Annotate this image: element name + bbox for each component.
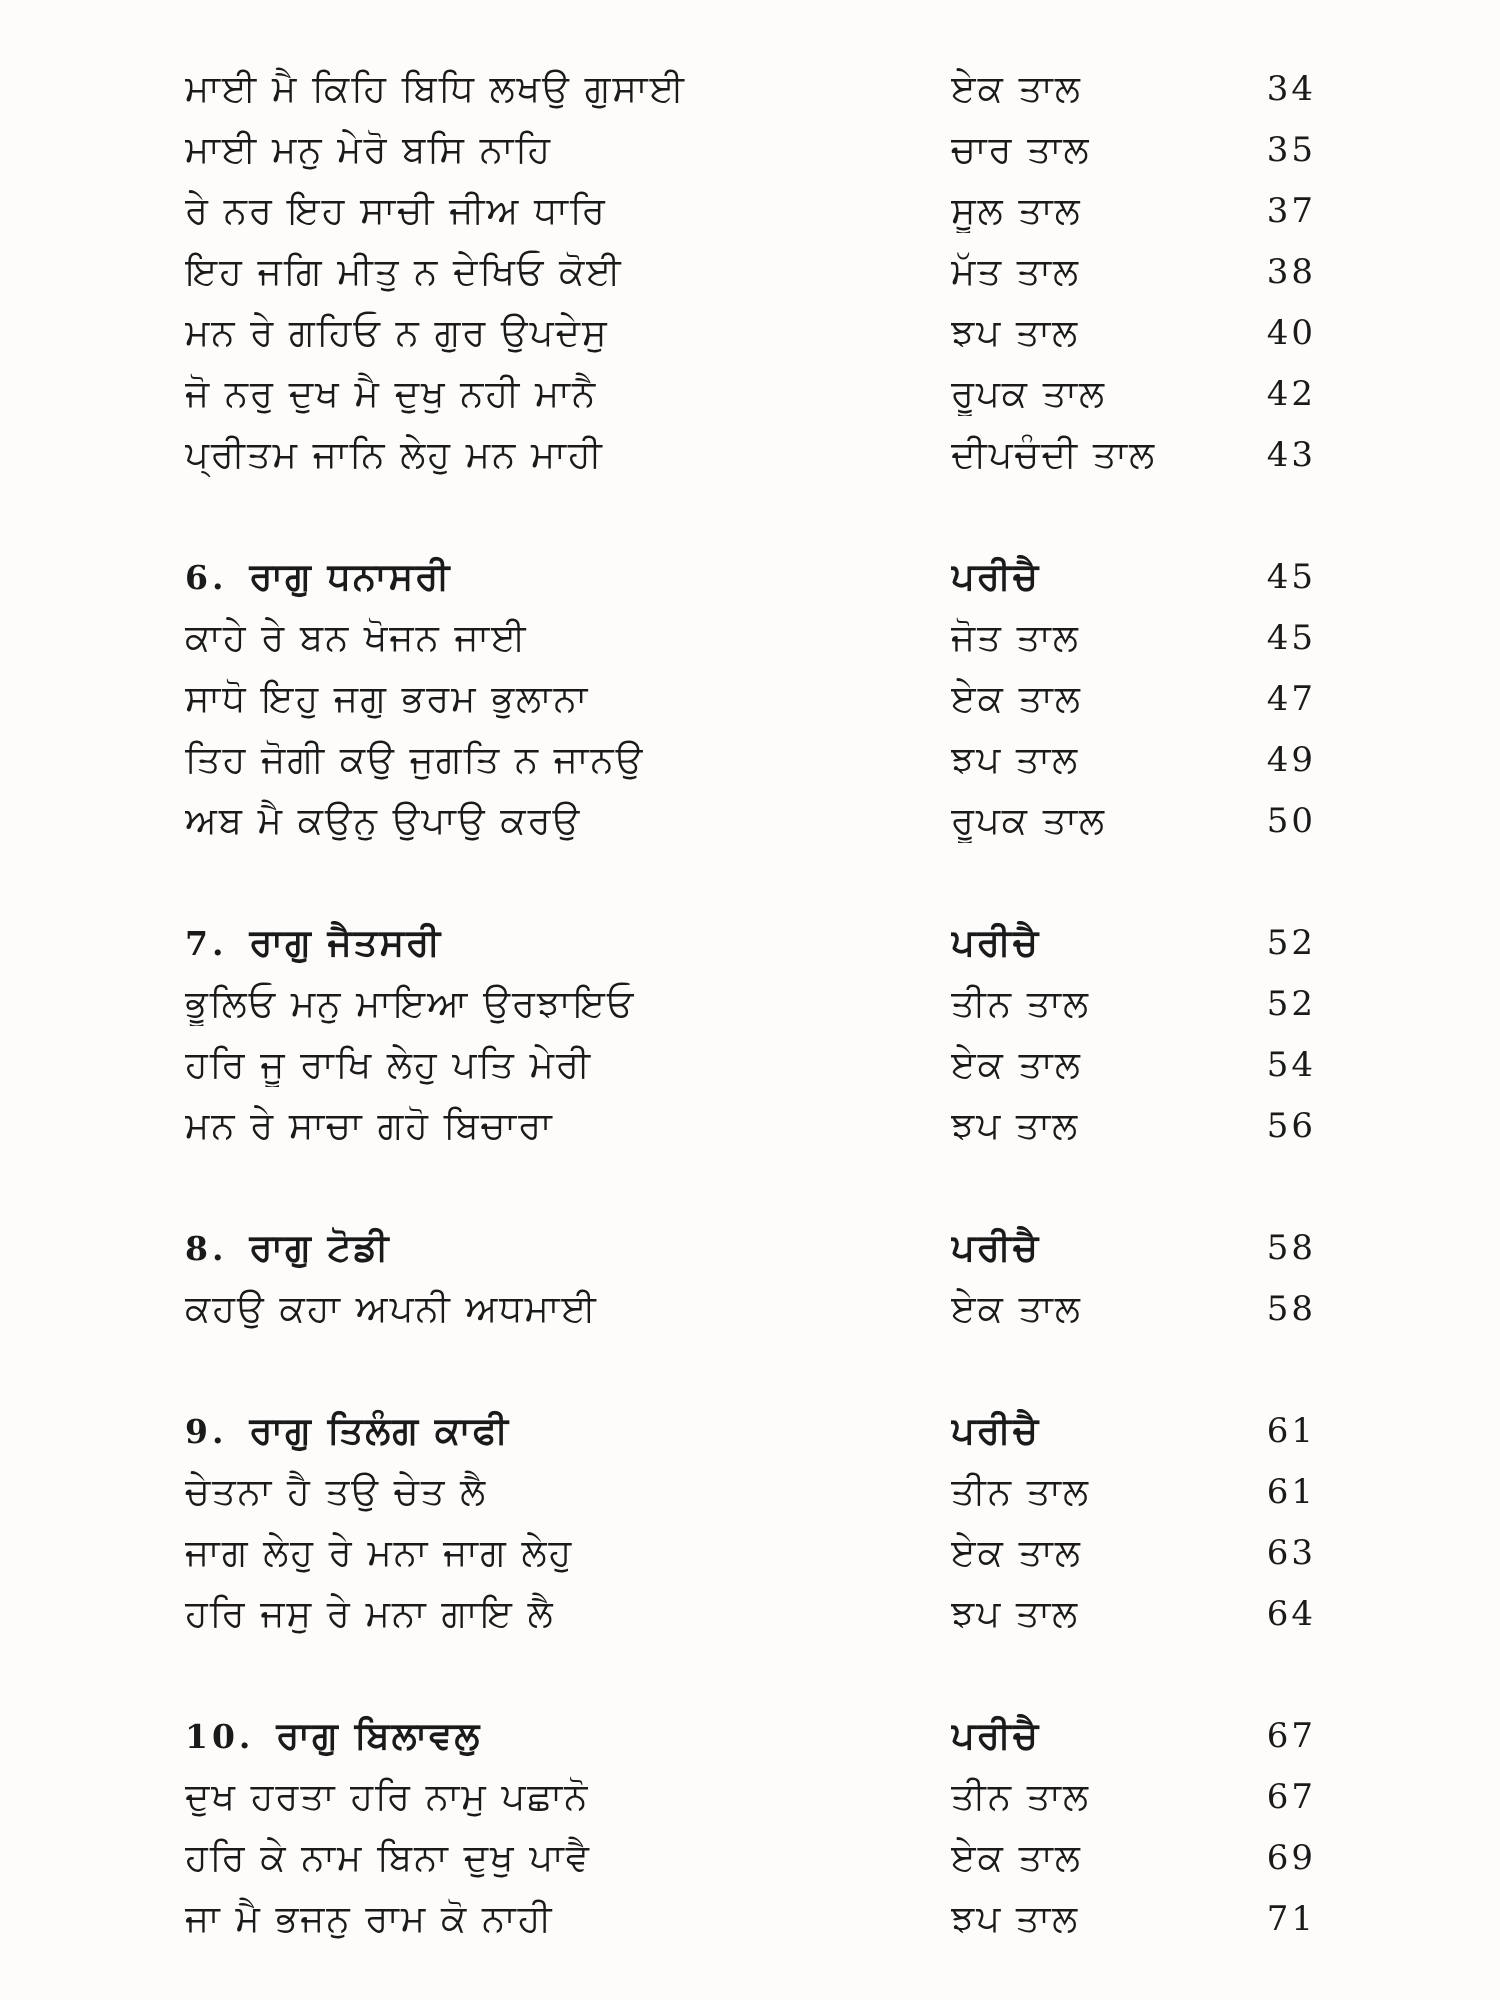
- taal-name: ਤੀਨ ਤਾਲ: [951, 1774, 1090, 1818]
- shabad-title: ਹਰਿ ਕੇ ਨਾਮ ਬਿਨਾ ਦੁਖੁ ਪਾਵੈ: [185, 1835, 591, 1879]
- raag-section: [185, 1400, 1500, 1644]
- page-number: 38: [1266, 251, 1316, 292]
- index-entry: [185, 119, 1500, 180]
- page-number: 54: [1266, 1044, 1316, 1085]
- index-entry: [185, 1095, 1500, 1156]
- shabad-title: ਇਹ ਜਗਿ ਮੀਤੁ ਨ ਦੇਖਿਓ ਕੋਈ: [185, 249, 623, 293]
- raag-section: [185, 1705, 1500, 1949]
- shabad-title: ਰੇ ਨਰ ਇਹ ਸਾਚੀ ਜੀਅ ਧਾਰਿ: [185, 188, 607, 232]
- page-number: 56: [1266, 1105, 1316, 1146]
- heading-introduction-label: ਪਰੀਚੈ: [951, 1408, 1040, 1452]
- index-entry: [185, 363, 1500, 424]
- heading-page-number: 67: [1266, 1715, 1316, 1756]
- index-entry: [185, 668, 1500, 729]
- section-number: 10.: [185, 1716, 255, 1756]
- page-number: 52: [1266, 983, 1316, 1024]
- section-heading: [185, 1400, 1500, 1461]
- page-number: 34: [1266, 68, 1316, 109]
- taal-name: ਸੂਲ ਤਾਲ: [951, 188, 1082, 232]
- taal-name: ਰੂਪਕ ਤਾਲ: [951, 371, 1107, 415]
- heading-page-number: 52: [1266, 922, 1316, 963]
- shabad-title: ਅਬ ਮੈ ਕਉਨੁ ਉਪਾਉ ਕਰਉ: [185, 798, 582, 842]
- heading-page-number: 45: [1266, 556, 1316, 597]
- section-number: 7.: [185, 923, 228, 963]
- raag-name: ਰਾਗੁ ਟੋਡੀ: [249, 1225, 391, 1269]
- taal-name: ਏਕ ਤਾਲ: [951, 676, 1082, 720]
- index-entry: [185, 1034, 1500, 1095]
- taal-name: ਏਕ ਤਾਲ: [951, 66, 1082, 110]
- page-number: 69: [1266, 1837, 1316, 1878]
- page-number: 40: [1266, 312, 1316, 353]
- page-number: 63: [1266, 1532, 1316, 1573]
- page-number: 64: [1266, 1593, 1316, 1634]
- heading-page-number: 58: [1266, 1227, 1316, 1268]
- heading-title-wrap: [185, 1226, 951, 1270]
- shabad-title: ਜਾਗ ਲੇਹੁ ਰੇ ਮਨਾ ਜਾਗ ਲੇਹੁ: [185, 1530, 574, 1574]
- shabad-title: ਦੁਖ ਹਰਤਾ ਹਰਿ ਨਾਮੁ ਪਛਾਨੋ: [185, 1774, 590, 1818]
- index-entry: [185, 1522, 1500, 1583]
- heading-introduction-label: ਪਰੀਚੈ: [951, 554, 1040, 598]
- index-entry: [185, 1461, 1500, 1522]
- section-number: 6.: [185, 557, 228, 597]
- page-number: 47: [1266, 678, 1316, 719]
- index-entry: [185, 973, 1500, 1034]
- index-entry: [185, 1888, 1500, 1949]
- page-number: 49: [1266, 739, 1316, 780]
- section-heading: [185, 1217, 1500, 1278]
- raag-section: [185, 58, 1500, 485]
- raag-name: ਰਾਗੁ ਬਿਲਾਵਲੁ: [276, 1713, 482, 1757]
- index-entry: [185, 607, 1500, 668]
- shabad-title: ਹਰਿ ਜਸੁ ਰੇ ਮਨਾ ਗਾਇ ਲੈ: [185, 1591, 555, 1635]
- page-number: 71: [1266, 1898, 1316, 1939]
- shabad-title: ਜੋ ਨਰੁ ਦੁਖ ਮੈ ਦੁਖੁ ਨਹੀ ਮਾਨੈ: [185, 371, 598, 415]
- shabad-title: ਚੇਤਨਾ ਹੈ ਤਉ ਚੇਤ ਲੈ: [185, 1469, 488, 1513]
- taal-name: ਤੀਨ ਤਾਲ: [951, 1469, 1090, 1513]
- page-number: 43: [1266, 434, 1316, 475]
- index-entry: [185, 180, 1500, 241]
- index-entry: [185, 1827, 1500, 1888]
- page-number: 61: [1266, 1471, 1316, 1512]
- taal-name: ਰੂਪਕ ਤਾਲ: [951, 798, 1107, 842]
- taal-name: ਏਕ ਤਾਲ: [951, 1286, 1082, 1330]
- taal-name: ਜੋਤ ਤਾਲ: [951, 615, 1080, 659]
- shabad-title: ਤਿਹ ਜੋਗੀ ਕਉ ਜੁਗਤਿ ਨ ਜਾਨਉ: [185, 737, 645, 781]
- shabad-title: ਕਾਹੇ ਰੇ ਬਨ ਖੋਜਨ ਜਾਈ: [185, 615, 528, 659]
- raag-section: [185, 1217, 1500, 1339]
- taal-name: ਏਕ ਤਾਲ: [951, 1835, 1082, 1879]
- taal-name: ਝਪ ਤਾਲ: [951, 1591, 1080, 1635]
- raag-section: [185, 912, 1500, 1156]
- heading-title-wrap: [185, 1714, 951, 1758]
- taal-name: ਤੀਨ ਤਾਲ: [951, 981, 1090, 1025]
- section-heading: [185, 546, 1500, 607]
- heading-introduction-label: ਪਰੀਚੈ: [951, 1225, 1040, 1269]
- page-number: 45: [1266, 617, 1316, 658]
- section-heading: [185, 1705, 1500, 1766]
- shabad-title: ਪ੍ਰੀਤਮ ਜਾਨਿ ਲੇਹੁ ਮਨ ਮਾਹੀ: [185, 432, 604, 476]
- section-heading: [185, 912, 1500, 973]
- page-number: 37: [1266, 190, 1316, 231]
- taal-name: ਚਾਰ ਤਾਲ: [951, 127, 1091, 171]
- shabad-title: ਮਨ ਰੇ ਸਾਚਾ ਗਹੋ ਬਿਚਾਰਾ: [185, 1103, 554, 1147]
- raag-name: ਰਾਗੁ ਜੈਤਸਰੀ: [249, 920, 443, 964]
- taal-name: ਝਪ ਤਾਲ: [951, 737, 1080, 781]
- taal-name: ਏਕ ਤਾਲ: [951, 1042, 1082, 1086]
- index-entry: [185, 241, 1500, 302]
- index-entry: [185, 302, 1500, 363]
- heading-title-wrap: [185, 921, 951, 965]
- shabad-title: ਹਰਿ ਜੂ ਰਾਖਿ ਲੇਹੁ ਪਤਿ ਮੇਰੀ: [185, 1042, 593, 1086]
- heading-introduction-label: ਪਰੀਚੈ: [951, 920, 1040, 964]
- page-number: 42: [1266, 373, 1316, 414]
- taal-name: ਏਕ ਤਾਲ: [951, 1530, 1082, 1574]
- shabad-title: ਮਨ ਰੇ ਗਹਿਓ ਨ ਗੁਰ ਉਪਦੇਸੁ: [185, 310, 609, 354]
- shabad-title: ਮਾਈ ਮਨੁ ਮੇਰੋ ਬਸਿ ਨਾਹਿ: [185, 127, 553, 171]
- taal-name: ਝਪ ਤਾਲ: [951, 310, 1080, 354]
- index-entry: [185, 1278, 1500, 1339]
- shabad-title: ਭੂਲਿਓ ਮਨੁ ਮਾਇਆ ਉਰਝਾਇਓ: [185, 981, 636, 1025]
- page-number: 67: [1266, 1776, 1316, 1817]
- raag-name: ਰਾਗੁ ਤਿਲੰਗ ਕਾਫੀ: [249, 1408, 510, 1452]
- shabad-title: ਮਾਈ ਮੈ ਕਿਹਿ ਬਿਧਿ ਲਖਉ ਗੁਸਾਈ: [185, 66, 686, 110]
- taal-name: ਦੀਪਚੰਦੀ ਤਾਲ: [951, 432, 1157, 476]
- shabad-title: ਜਾ ਮੈ ਭਜਨੁ ਰਾਮ ਕੋ ਨਾਹੀ: [185, 1896, 554, 1940]
- index-entry: [185, 58, 1500, 119]
- taal-name: ਝਪ ਤਾਲ: [951, 1103, 1080, 1147]
- page-number: 50: [1266, 800, 1316, 841]
- page-number: 35: [1266, 129, 1316, 170]
- heading-introduction-label: ਪਰੀਚੈ: [951, 1713, 1040, 1757]
- shabad-title: ਕਹਉ ਕਹਾ ਅਪਨੀ ਅਧਮਾਈ: [185, 1286, 598, 1330]
- raag-section: [185, 546, 1500, 851]
- section-number: 8.: [185, 1228, 228, 1268]
- heading-title-wrap: [185, 1409, 951, 1453]
- section-number: 9.: [185, 1411, 228, 1451]
- heading-page-number: 61: [1266, 1410, 1316, 1451]
- taal-name: ਝਪ ਤਾਲ: [951, 1896, 1080, 1940]
- index-entry: [185, 424, 1500, 485]
- index-entry: [185, 729, 1500, 790]
- raag-name: ਰਾਗੁ ਧਨਾਸਰੀ: [249, 554, 452, 598]
- index-entry: [185, 1766, 1500, 1827]
- index-entry: [185, 1583, 1500, 1644]
- shabad-title: ਸਾਧੋ ਇਹੁ ਜਗੁ ਭਰਮ ਭੁਲਾਨਾ: [185, 676, 590, 720]
- taal-name: ਮੱਤ ਤਾਲ: [951, 249, 1081, 293]
- index-entry: [185, 790, 1500, 851]
- page-number: 58: [1266, 1288, 1316, 1329]
- heading-title-wrap: [185, 555, 951, 599]
